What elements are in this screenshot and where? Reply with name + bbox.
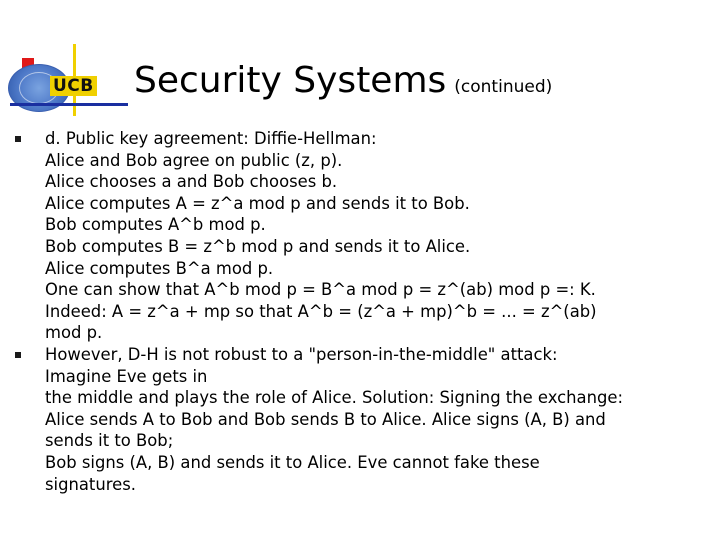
bullet-line: Imagine Eve gets in [45, 366, 208, 386]
bullet-line: the middle and plays the role of Alice. Solution: Signing the exchange: [45, 388, 623, 408]
bullet-item [0, 128, 700, 344]
bullet-item [0, 344, 700, 495]
bullet-line: Alice computes A = z^a mod p and sends it to Bob. [45, 193, 470, 213]
bullet-line: mod p. [45, 323, 103, 343]
slide-title [134, 60, 552, 101]
bullet-marker-icon [15, 136, 21, 142]
decorative-horizontal-line [10, 103, 128, 106]
bullet-list [0, 128, 700, 495]
bullet-line: Alice chooses a and Bob chooses b. [45, 172, 338, 192]
bullet-line: d. Public key agreement: Diffie-Hellman: [45, 129, 377, 148]
bullet-line: Indeed: A = z^a + mp so that A^b = (z^a + mp)^b = ... = z^(ab) [45, 301, 597, 321]
title-suffix: (continued) [454, 77, 553, 97]
bullet-line: One can show that A^b mod p = B^a mod p = z^(ab) mod p =: K. [45, 280, 596, 300]
bullet-line: Alice computes B^a mod p. [45, 258, 274, 278]
bullet-line: Alice sends A to Bob and Bob sends B to Alice. Alice signs (A, B) and [45, 409, 606, 429]
logo-text: UCB [50, 76, 97, 96]
bullet-line: However, D-H is not robust to a "person-in-the-middle" attack: [45, 344, 558, 364]
bullet-marker-icon [15, 352, 21, 358]
bullet-line: signatures. [45, 474, 136, 494]
bullet-line: Bob computes A^b mod p. [45, 215, 266, 235]
bullet-line: sends it to Bob; [45, 431, 174, 451]
bullet-line: Bob computes B = z^b mod p and sends it to Alice. [45, 236, 471, 256]
bullet-line: Bob signs (A, B) and sends it to Alice. Eve cannot fake these [45, 452, 540, 472]
title-main: Security Systems [134, 60, 447, 101]
bullet-line: Alice and Bob agree on public (z, p). [45, 150, 343, 170]
